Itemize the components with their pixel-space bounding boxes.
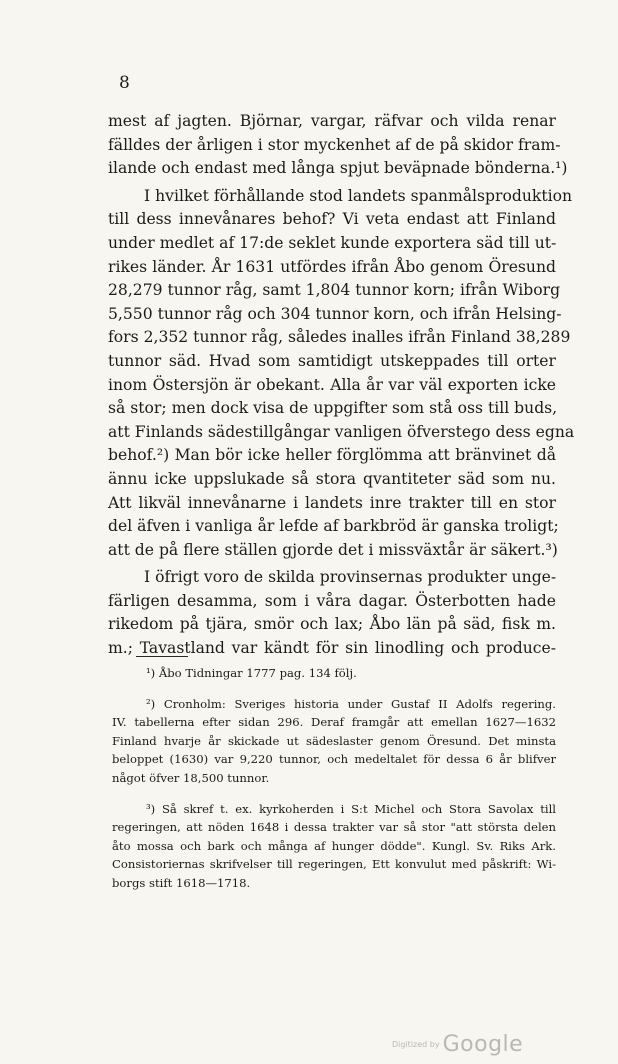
footnote-line: IV. tabellerna efter sidan 296. Deraf framgår att emellan 1627—1632 (112, 715, 556, 730)
text-line: I öfrigt voro de skilda provinsernas produkter unge- (144, 568, 557, 587)
footnote-line: regeringen, att nöden 1648 i dessa trakter var så stor "att största delen (112, 820, 556, 835)
footnote-line: ²) Cronholm: Sveriges historia under Gustaf II Adolfs regering. (146, 696, 556, 711)
text-line: tunnor säd. Hvad som samtidigt utskeppades till orter (108, 351, 556, 370)
text-line: fälldes der årligen i stor myckenhet af de på skidor fram- (108, 135, 561, 154)
text-line: färligen desamma, som i våra dagar. Österbotten hade (108, 591, 556, 610)
text-line: I hvilket förhållande stod landets spanmålsproduktion (144, 186, 573, 205)
digitized-by-google-watermark (392, 1032, 523, 1057)
footnote-line: något öfver 18,500 tunnor. (112, 770, 270, 785)
text-line: ännu icke uppslukade så stora qvantiteter säd som nu. (108, 469, 556, 488)
text-line: rikedom på tjära, smör och lax; Åbo län på säd, fisk m. (108, 615, 556, 634)
google-logo: Google (442, 1032, 524, 1057)
text-line: behof.²) Man bör icke heller förglömma att bränvinet då (108, 446, 556, 465)
footnote-line: ¹) Åbo Tidningar 1777 pag. 134 följ. (146, 666, 357, 680)
footnote-line: Consistoriernas skrifvelser till regeringen, Ett konvulut med påskrift: Wi- (112, 857, 556, 872)
page-number: 8 (119, 73, 130, 93)
footnote (112, 664, 556, 683)
footnote-line: ³) Så skref t. ex. kyrkoherden i S:t Michel och Stora Savolax till (146, 801, 556, 816)
body-text (108, 110, 575, 661)
text-line: så stor; men dock visa de uppgifter som stå oss till buds, (108, 399, 558, 418)
paragraph (108, 110, 568, 181)
paragraph (108, 566, 556, 660)
text-line: att Finlands sädestillgångar vanligen öfverstego dess egna (108, 422, 575, 441)
text-line: m.; Tavastland var kändt för sin linodling och produce- (108, 639, 556, 658)
text-line: ilande och endast med långa spjut beväpnade bönderna.¹) (108, 159, 568, 178)
text-line: till dess innevånares behof? Vi veta endast att Finland (108, 210, 556, 229)
text-line: 28,279 tunnor råg, samt 1,804 tunnor korn; ifrån Wiborg (108, 281, 561, 300)
paragraph (108, 185, 575, 563)
watermark-prefix: Digitized by (392, 1040, 440, 1049)
footnote (112, 800, 556, 893)
footnote-line: borgs stift 1618—1718. (112, 875, 251, 890)
text-line: att de på flere ställen gjorde det i missväxtår är säkert.³) (108, 540, 558, 559)
text-line: rikes länder. År 1631 utfördes ifrån Åbo genom Öresund (108, 257, 556, 276)
footnote (112, 695, 556, 788)
text-line: Att likväl innevånarne i landets inre trakter till en stor (108, 493, 556, 512)
footnote-separator (136, 656, 188, 657)
text-line: inom Östersjön är obekant. Alla år var väl exporten icke (108, 375, 556, 394)
footnote-line: beloppet (1630) var 9,220 tunnor, och medeltalet för dessa 6 år blifver (112, 752, 556, 767)
text-line: del äfven i vanliga år lefde af barkbröd är ganska troligt; (108, 517, 559, 536)
text-line: under medlet af 17:de seklet kunde exportera säd till ut- (108, 233, 557, 252)
text-line: fors 2,352 tunnor råg, således inalles ifrån Finland 38,289 (108, 328, 571, 347)
footnote-line: Finland hvarje år skickade ut sädeslaster genom Öresund. Det minsta (112, 733, 556, 748)
footnote-line: åto mossa och bark och många af hunger dödde". Kungl. Sv. Riks Ark. (112, 838, 556, 853)
text-line: mest af jagten. Björnar, vargar, räfvar och vilda renar (108, 112, 556, 130)
footnotes (112, 664, 556, 893)
text-line: 5,550 tunnor råg och 304 tunnor korn, och ifrån Helsing- (108, 304, 562, 323)
